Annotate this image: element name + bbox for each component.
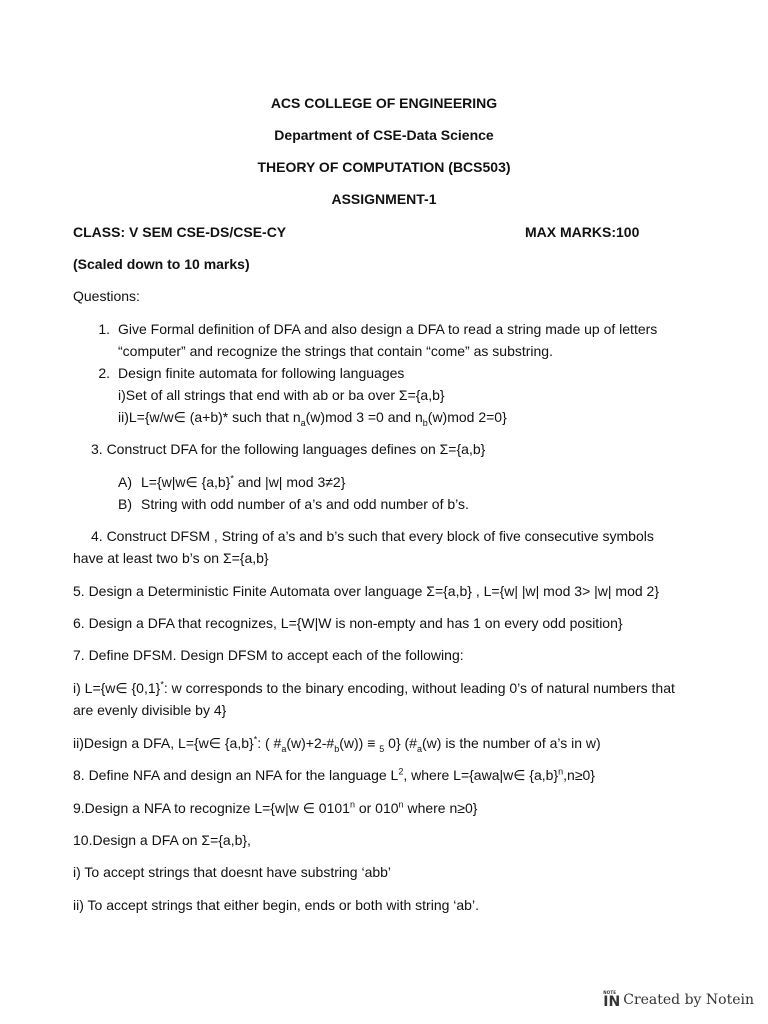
question-text: Give Formal definition of DFA and also design a DFA to read a string made up of letters — [118, 321, 658, 337]
notein-logo-icon: NOTE IN — [603, 990, 621, 1010]
question-2-part-ii: ii)L={w/w∈ (a+b)* such that $n_a(w)mod$ 3 =0 and $n_b(w)mod$ 2=0} — [118, 409, 507, 428]
question-7-part-i-continuation: are evenly divisible by 4} — [73, 702, 227, 718]
question-3-part-b: B) String with odd number of a’s and odd number of b’s. — [118, 496, 469, 512]
question-2-part-i: i)Set of all strings that end with ab or ba over Σ={a,b} — [118, 387, 445, 403]
question-4: 4. Construct DFSM , String of a’s and b’s such that every block of five consecutive symbols — [91, 528, 654, 544]
question-9: 9.Design a NFA to recognize L={w|w ∈ 0101$^n$ or 010$^n$ where n≥0} — [73, 799, 478, 816]
question-number: 2. — [98, 365, 110, 381]
question-3-part-a: A) L={w|w∈ {a,b}* and |w| mod 3≠2} — [118, 473, 346, 490]
question-1-continuation: “computer” and recognize the strings that contain “come” as substring. — [118, 343, 553, 359]
question-5: 5. Design a Deterministic Finite Automata over language Σ={a,b} , L={w| |w| mod 3> |w| mod 2} — [73, 583, 659, 599]
created-by-text: Created by Notein — [623, 992, 754, 1008]
question-7: 7. Define DFSM. Design DFSM to accept each of the following: — [73, 647, 464, 663]
question-4-continuation: have at least two b’s on Σ={a,b} — [73, 550, 269, 566]
class-label: CLASS: V SEM CSE-DS/CSE-CY — [73, 224, 287, 240]
question-number: 1. — [98, 321, 110, 337]
question-2 — [88, 363, 404, 383]
max-marks-label: MAX MARKS:100 — [525, 224, 640, 240]
question-10: 10.Design a DFA on Σ={a,b}, — [73, 832, 251, 848]
subject-title: THEORY OF COMPUTATION (BCS503) — [257, 159, 511, 175]
assignment-title: ASSIGNMENT-1 — [331, 191, 437, 207]
question-7-part-ii: ii)Design a DFA, L={w∈ {a,b}*: ( $\#_a(w)+2-\#_b(w)) \equiv _5$ 0} ($\#_a(w)$ is the number of a’s in w) — [73, 734, 601, 754]
question-text: Design finite automata for following languages — [118, 365, 405, 381]
question-8: 8. Define NFA and design an NFA for the language $L^2$, where L={awa|w∈ $\{a,b\}^n,n\ge 0$} — [73, 766, 595, 783]
department-title: Department of CSE-Data Science — [274, 127, 494, 143]
question-10-part-ii: ii) To accept strings that either begin, ends or both with string ‘ab’. — [73, 897, 479, 913]
question-3: 3. Construct DFA for the following languages defines on Σ={a,b} — [91, 441, 486, 457]
question-6: 6. Design a DFA that recognizes, L={W|W is non-empty and has 1 on every odd position} — [73, 615, 623, 631]
question-10-part-i: i) To accept strings that doesnt have substring ‘abb’ — [73, 864, 392, 880]
question-1 — [88, 319, 657, 339]
scaled-note: (Scaled down to 10 marks) — [73, 256, 250, 272]
college-title: ACS COLLEGE OF ENGINEERING — [270, 95, 498, 111]
notein-watermark — [603, 991, 754, 1009]
questions-label: Questions: — [73, 288, 140, 304]
question-7-part-i: i) L={w∈ {0,1}*: w corresponds to the binary encoding, without leading 0’s of natural numbers that — [73, 679, 675, 696]
